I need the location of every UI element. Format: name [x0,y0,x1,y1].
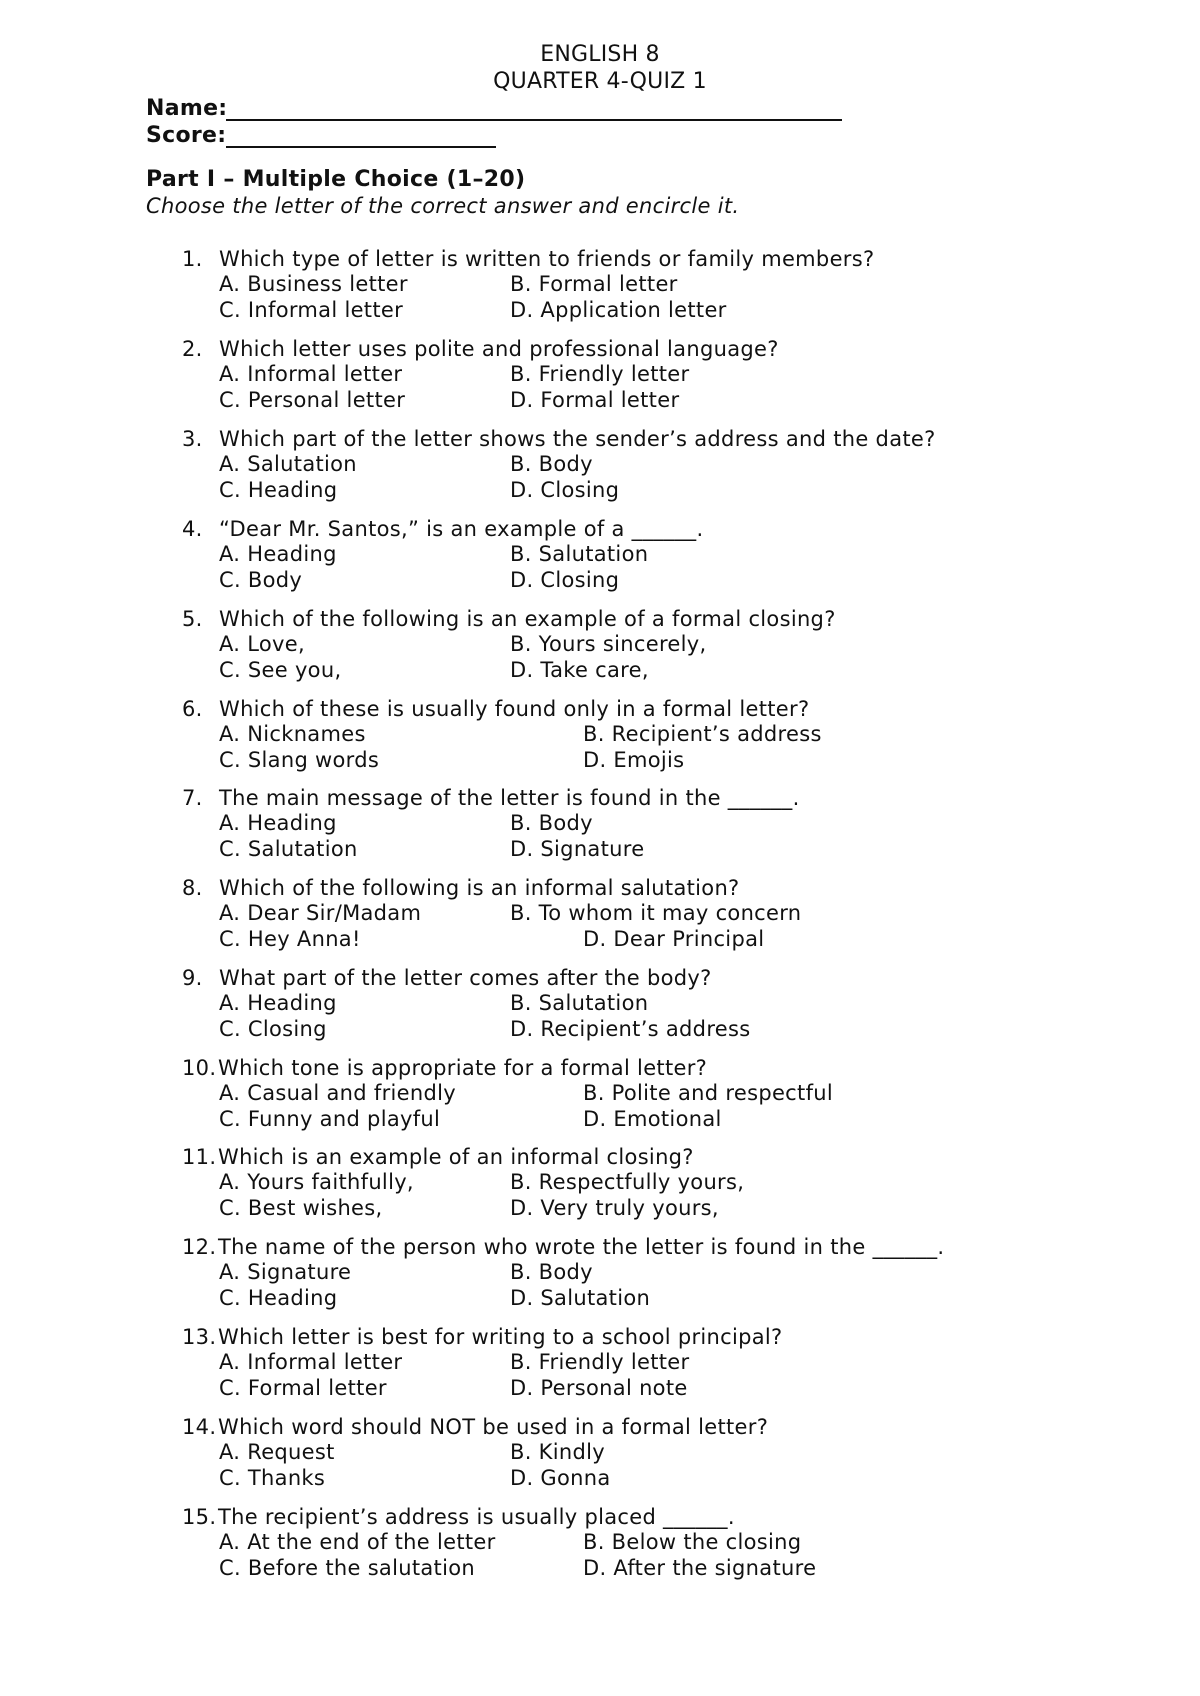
option-a: A. Yours faithfully, [219,1170,414,1194]
option-a: A. Business letter [219,272,408,296]
question-13 [0,1324,1200,1408]
question-text: Which word should NOT be used in a formal letter? [218,1415,769,1439]
question-9 [0,965,1200,1049]
option-c: C. Thanks [219,1466,326,1490]
part-instruction: Choose the letter of the correct answer and encircle it. [146,194,740,218]
question-number: 10. [182,1056,217,1080]
question-number: 12. [182,1235,217,1259]
question-number: 4. [182,517,203,541]
question-10 [0,1055,1200,1139]
option-c: C. Personal letter [219,388,406,412]
option-b: B. Body [510,452,593,476]
question-number: 1. [182,247,203,271]
question-8 [0,875,1200,959]
question-text: What part of the letter comes after the body? [219,966,712,990]
question-text: Which letter is best for writing to a school principal? [218,1325,783,1349]
option-c: C. See you, [219,658,342,682]
option-d: D. Take care, [510,658,649,682]
option-a: A. Casual and friendly [219,1081,456,1105]
option-a: A. Signature [219,1260,352,1284]
question-11 [0,1144,1200,1228]
question-number: 15. [182,1505,217,1529]
option-c: C. Body [219,568,303,592]
option-a: A. Heading [219,542,337,566]
option-d: D. Closing [510,478,620,502]
option-b: B. Body [510,811,593,835]
option-d: D. After the signature [583,1556,817,1580]
option-d: D. Signature [510,837,645,861]
option-d: D. Emotional [583,1107,722,1131]
option-d: D. Emojis [583,748,685,772]
option-a: A. At the end of the letter [219,1530,496,1554]
option-a: A. Nicknames [219,722,366,746]
option-b: B. Body [510,1260,593,1284]
question-4 [0,516,1200,600]
option-d: D. Recipient’s address [510,1017,751,1041]
option-c: C. Formal letter [219,1376,387,1400]
option-c: C. Best wishes, [219,1196,383,1220]
question-text: The name of the person who wrote the letter is found in the ______. [218,1235,945,1259]
option-d: D. Closing [510,568,620,592]
option-a: A. Dear Sir/Madam [219,901,422,925]
option-a: A. Salutation [219,452,357,476]
question-number: 5. [182,607,203,631]
question-number: 3. [182,427,203,451]
question-12 [0,1234,1200,1318]
question-number: 14. [182,1415,217,1439]
option-b: B. Salutation [510,991,649,1015]
question-text: Which is an example of an informal closing? [218,1145,694,1169]
question-text: Which type of letter is written to friends or family members? [219,247,875,271]
question-text: Which of these is usually found only in a formal letter? [219,697,810,721]
option-a: A. Informal letter [219,362,403,386]
option-b: B. Friendly letter [510,362,690,386]
option-c: C. Before the salutation [219,1556,475,1580]
option-d: D. Dear Principal [583,927,765,951]
option-b: B. Kindly [510,1440,605,1464]
option-b: B. Below the closing [583,1530,802,1554]
option-c: C. Salutation [219,837,358,861]
option-b: B. Yours sincerely, [510,632,707,656]
option-b: B. Salutation [510,542,649,566]
option-b: B. To whom it may concern [510,901,802,925]
option-a: A. Informal letter [219,1350,403,1374]
option-d: D. Gonna [510,1466,611,1490]
question-number: 2. [182,337,203,361]
option-c: C. Heading [219,478,338,502]
question-number: 8. [182,876,203,900]
question-6 [0,696,1200,780]
question-15 [0,1504,1200,1588]
score-label: Score: [146,123,227,148]
option-b: B. Friendly letter [510,1350,690,1374]
question-14 [0,1414,1200,1498]
question-2 [0,336,1200,420]
question-7 [0,785,1200,869]
option-a: A. Request [219,1440,335,1464]
question-number: 7. [182,786,203,810]
question-text: Which part of the letter shows the sender’s address and the date? [219,427,936,451]
option-c: C. Funny and playful [219,1107,441,1131]
option-a: A. Heading [219,811,337,835]
question-number: 9. [182,966,203,990]
question-3 [0,426,1200,510]
question-5 [0,606,1200,690]
option-b: B. Recipient’s address [583,722,822,746]
question-number: 6. [182,697,203,721]
question-text: Which tone is appropriate for a formal letter? [218,1056,708,1080]
option-d: D. Formal letter [510,388,680,412]
question-text: The main message of the letter is found in the ______. [219,786,800,810]
name-label: Name: [146,96,228,121]
question-number: 11. [182,1145,217,1169]
option-c: C. Hey Anna! [219,927,361,951]
question-text: Which of the following is an example of a formal closing? [219,607,836,631]
question-number: 13. [182,1325,217,1349]
option-d: D. Very truly yours, [510,1196,719,1220]
option-b: B. Formal letter [510,272,678,296]
option-d: D. Salutation [510,1286,651,1310]
option-d: D. Personal note [510,1376,688,1400]
subject-title: ENGLISH 8 [540,42,660,67]
part-heading: Part I – Multiple Choice (1–20) [146,167,526,192]
option-b: B. Polite and respectful [583,1081,834,1105]
option-c: C. Closing [219,1017,327,1041]
question-text: Which letter uses polite and professional language? [219,337,779,361]
question-text: “Dear Mr. Santos,” is an example of a ______. [219,517,704,541]
option-b: B. Respectfully yours, [510,1170,745,1194]
option-d: D. Application letter [510,298,727,322]
option-c: C. Heading [219,1286,338,1310]
option-c: C. Informal letter [219,298,404,322]
question-text: Which of the following is an informal salutation? [219,876,740,900]
option-a: A. Love, [219,632,305,656]
option-a: A. Heading [219,991,337,1015]
question-1 [0,246,1200,330]
question-text: The recipient’s address is usually placed ______. [218,1505,735,1529]
quiz-title: QUARTER 4-QUIZ 1 [493,69,707,94]
option-c: C. Slang words [219,748,380,772]
